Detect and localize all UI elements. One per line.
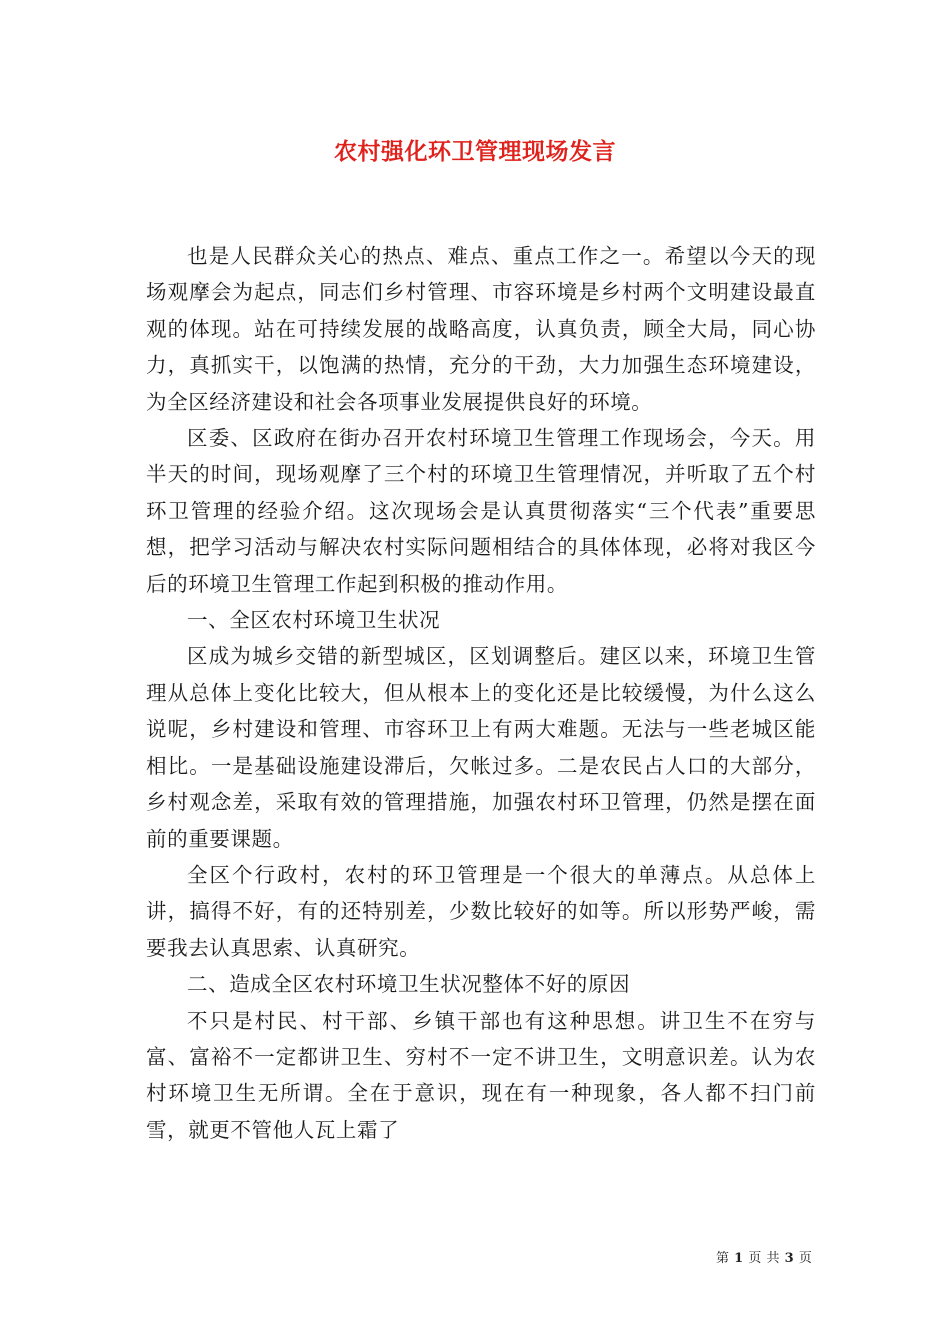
footer-suffix: 页 <box>798 1251 813 1266</box>
document-title: 农村强化环卫管理现场发言 <box>334 138 616 165</box>
section-heading-1: 一、全区农村环境卫生状况 <box>187 608 441 633</box>
paragraph-3: 区成为城乡交错的新型城区，区划调整后。建区以来，环境卫生管理从总体上变化比较大，但从根本上的变化还是比较缓慢，为什么这么说呢，乡村建设和管理、市容环卫上有两大难题。无法与一些老城区能相比。一是基础设施建设滞后，欠帐过多。二是农民占人口的大部分，乡村观念差，采取有效的管理措施，加强农村环卫管理，仍然是摆在面前的重要课题。 <box>146 644 816 851</box>
section-heading-2: 二、造成全区农村环境卫生状况整体不好的原因 <box>187 972 631 997</box>
footer-middle: 页 共 <box>748 1251 780 1266</box>
document-body <box>146 238 816 1148</box>
paragraph-1: 也是人民群众关心的热点、难点、重点工作之一。希望以今天的现场观摩会为起点，同志们乡村管理、市容环境是乡村两个文明建设最直观的体现。站在可持续发展的战略高度，认真负责，顾全大局，同心协力，真抓实干，以饱满的热情，充分的干劲，大力加强生态环境建设，为全区经济建设和社会各项事业发展提供良好的环境。 <box>146 244 816 414</box>
paragraph-5: 不只是村民、村干部、乡镇干部也有这种思想。讲卫生不在穷与富、富裕不一定都讲卫生、穷村不一定不讲卫生，文明意识差。认为农村环境卫生无所谓。全在于意识，现在有一种现象，各人都不扫门前雪，就更不管他人瓦上霜了 <box>146 1008 816 1142</box>
footer-current-page: 1 <box>734 1251 744 1266</box>
paragraph-4: 全区个行政村，农村的环卫管理是一个很大的单薄点。从总体上讲，搞得不好，有的还特别差，少数比较好的如等。所以形势严峻，需要我去认真思索、认真研究。 <box>146 862 816 960</box>
page-footer <box>716 1247 812 1266</box>
footer-prefix: 第 <box>716 1251 730 1266</box>
paragraph-2: 区委、区政府在街办召开农村环境卫生管理工作现场会，今天。用半天的时间，现场观摩了三个村的环境卫生管理情况，并听取了五个村环卫管理的经验介绍。这次现场会是认真贯彻落实“三个代表”重要思想，把学习活动与解决农村实际问题相结合的具体体现，必将对我区今后的环境卫生管理工作起到积极的推动作用。 <box>146 426 816 596</box>
footer-total-pages: 3 <box>784 1251 795 1266</box>
